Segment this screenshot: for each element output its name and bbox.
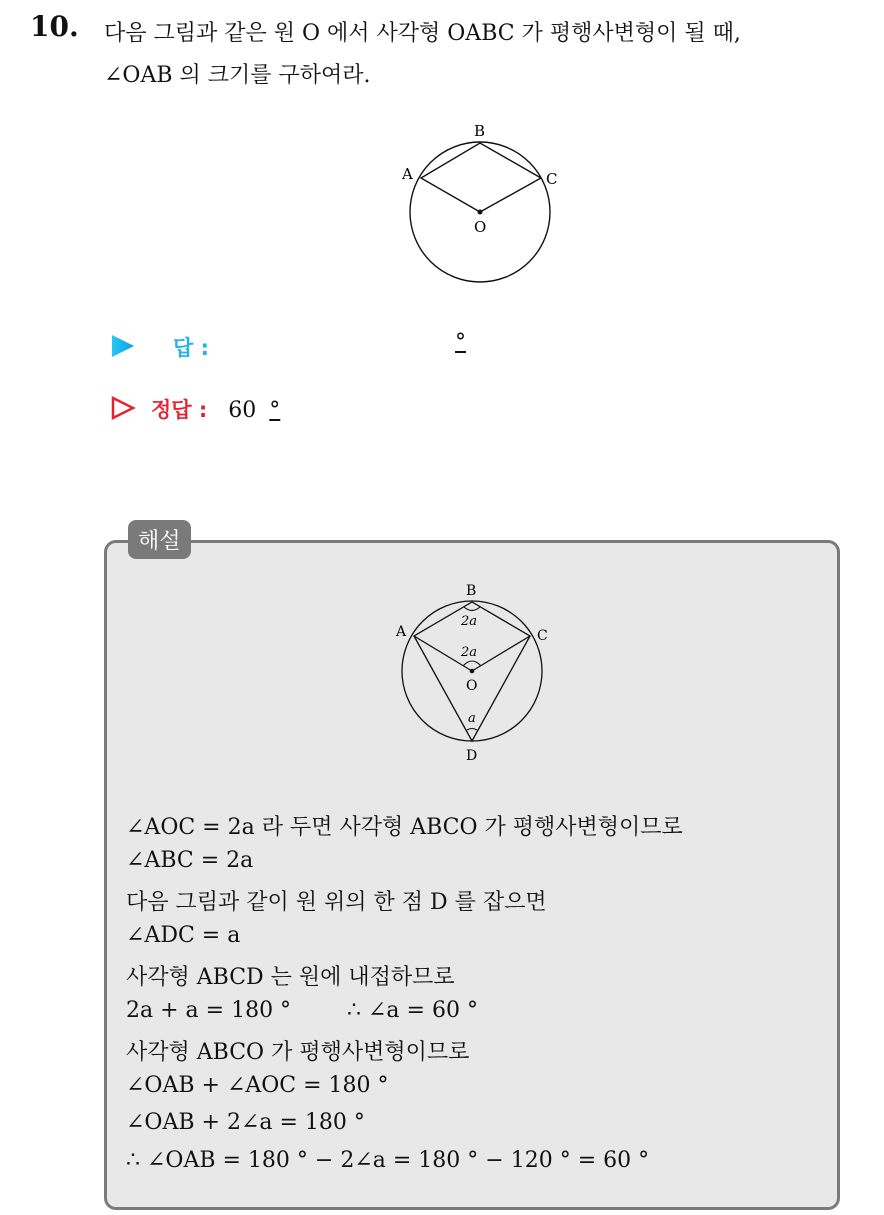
sol-label-a: A [396,624,407,640]
solution-line-2: ∠ABC = 2a [126,848,254,873]
solution-line-5: 사각형 ABCD 는 원에 내접하므로 [126,965,455,990]
answer-row [110,330,466,362]
solution-line-6: 2a + a = 180 ° ∴ ∠a = 60 ° [126,998,478,1023]
sol-label-c: C [537,628,548,644]
circle-figure [390,115,580,290]
arc-angle-b [464,607,480,611]
solution-center-point [470,669,475,674]
parallelogram-oabc [421,143,541,212]
solution-figure [390,578,560,768]
label-c: C [546,170,558,188]
arc-angle-o [463,661,481,666]
question-text-line1: 다음 그림과 같은 원 O 에서 사각형 OABC 가 평행사변형이 될 때, [104,21,741,46]
sol-angle-o: 2a [461,645,478,660]
solution-tag: 해설 [128,520,191,559]
correct-answer-label: 정답 : [151,398,208,422]
sol-label-o: O [466,678,478,694]
outline-triangle-icon [110,395,136,421]
solution-line-3: 다음 그림과 같이 원 위의 한 점 D 를 잡으면 [126,890,547,915]
solution-line-8: ∠OAB + ∠AOC = 180 ° [126,1073,389,1098]
label-b: B [474,122,486,140]
question-text-line2: ∠OAB 의 크기를 구하여라. [104,63,371,88]
solution-line-9: ∠OAB + 2∠a = 180 ° [126,1110,365,1135]
correct-answer-unit: ° [269,398,281,423]
label-a: A [402,165,413,183]
answer-label: 답 : [173,336,209,360]
correct-answer-row [110,394,280,424]
answer-unit: ° [455,330,466,355]
center-point [478,210,483,215]
arc-angle-d [467,729,477,731]
label-o: O [474,218,487,236]
solution-line-7: 사각형 ABCO 가 평행사변형이므로 [126,1040,470,1065]
solution-line-10: ∴ ∠OAB = 180 ° − 2∠a = 180 ° − 120 ° = 60 ° [126,1148,650,1173]
solution-line-1: ∠AOC = 2a 라 두면 사각형 ABCO 가 평행사변형이므로 [126,815,683,840]
question-number: 10. [30,10,79,43]
sol-angle-b: 2a [461,614,478,629]
solution-line-4: ∠ADC = a [126,923,241,948]
correct-answer-value: 60 [228,398,257,423]
sol-label-b: B [466,583,477,599]
filled-triangle-icon [110,333,136,359]
sol-label-d: D [466,748,478,764]
sol-angle-d: a [468,711,476,726]
